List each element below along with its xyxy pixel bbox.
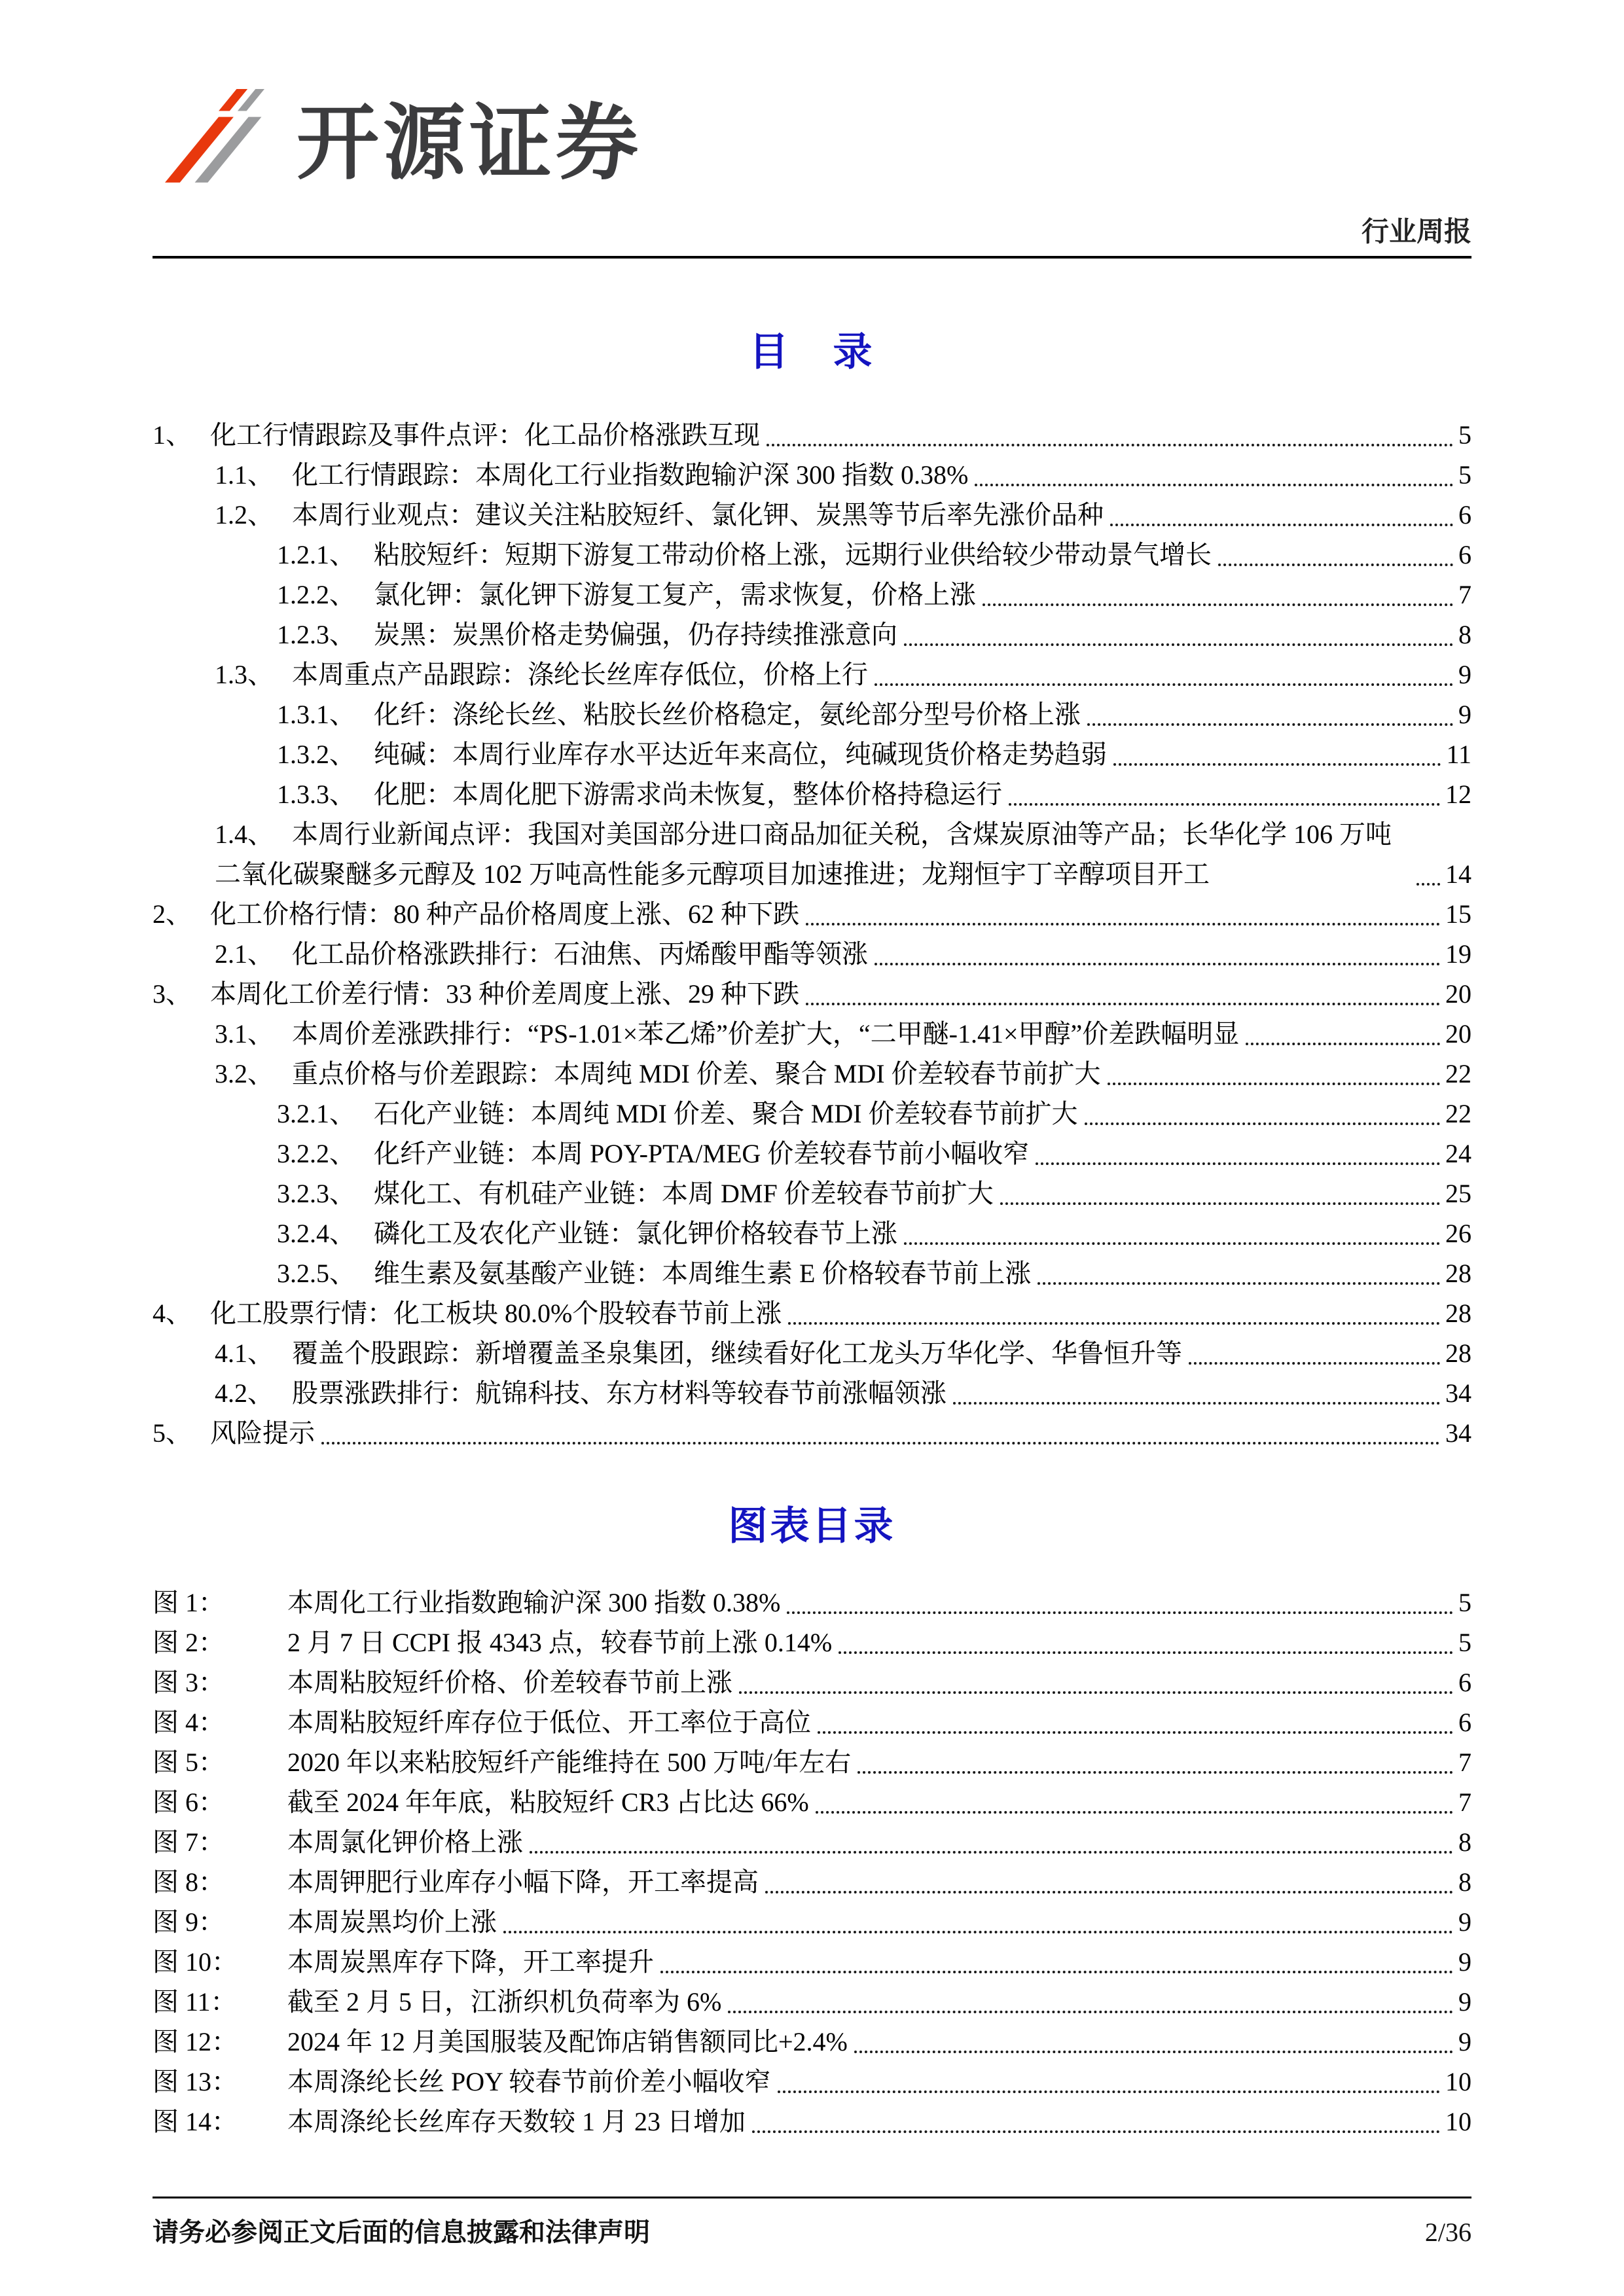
toc-entry-number: 1、 (153, 420, 192, 450)
toc-entry[interactable] (153, 814, 1471, 894)
toc-entry-page: 12 (1445, 780, 1471, 809)
toc-entry-number: 4.1、 (215, 1338, 274, 1368)
toc-entry-page: 14 (1445, 859, 1471, 889)
figure-entry-title: 本周化工行业指数跑输沪深 300 指数 0.38% (287, 1588, 781, 1617)
toc-entry-text (277, 1174, 994, 1213)
figure-entry-number: 图 13： (153, 2067, 238, 2096)
figure-entry-page: 5 (1458, 1628, 1471, 1657)
toc-entry-text (215, 814, 1410, 894)
toc-entry[interactable] (153, 1253, 1471, 1293)
toc-entry-page: 9 (1458, 660, 1471, 689)
toc-entry-page: 11 (1446, 740, 1471, 769)
figure-entry-title: 截至 2024 年年底，粘胶短纤 CR3 占比达 66% (287, 1787, 809, 1817)
page-footer (153, 2197, 1471, 2249)
dot-leader (767, 444, 1453, 446)
toc-entry[interactable] (153, 1413, 1471, 1453)
toc-entry-page: 7 (1458, 580, 1471, 609)
figure-entry[interactable] (153, 1742, 1471, 1782)
toc-entry-page: 9 (1458, 700, 1471, 729)
toc-entry[interactable] (153, 1094, 1471, 1134)
dot-leader (818, 1731, 1453, 1734)
figure-entry-title: 2 月 7 日 CCPI 报 4343 点，较春节前上涨 0.14% (287, 1628, 833, 1657)
toc-entry-text (277, 1253, 1031, 1293)
dot-leader (1085, 1122, 1440, 1125)
toc-entry-number: 1.2.3、 (277, 620, 355, 649)
figure-entry-page: 9 (1458, 1947, 1471, 1977)
toc-entry-page: 5 (1458, 460, 1471, 490)
dot-leader (857, 1771, 1453, 1774)
toc-entry-text (215, 655, 868, 694)
toc-entry[interactable] (153, 455, 1471, 495)
figure-entry-number: 图 12： (153, 2027, 238, 2056)
figure-entry[interactable] (153, 1702, 1471, 1742)
dot-leader (530, 1851, 1453, 1854)
dot-leader (806, 1003, 1440, 1005)
figure-entry-number: 图 8： (153, 1867, 225, 1897)
toc-entry[interactable] (153, 734, 1471, 774)
toc-entry-number: 3.2.2、 (277, 1139, 355, 1168)
toc-entry-page: 15 (1445, 899, 1471, 929)
toc-entry-title: 石化产业链：本周纯 MDI 价差、聚合 MDI 价差较春节前扩大 (374, 1099, 1078, 1128)
toc-entry-title: 煤化工、有机硅产业链：本周 DMF 价差较春节前扩大 (374, 1179, 994, 1208)
figure-entry-page: 8 (1458, 1827, 1471, 1857)
toc-entry-title: 本周化工价差行情：33 种价差周度上涨、29 种下跌 (210, 979, 799, 1009)
toc-entry-page: 25 (1445, 1179, 1471, 1208)
figure-entry-page: 7 (1458, 1748, 1471, 1777)
figure-entry-title: 2024 年 12 月美国服装及配饰店销售额同比+2.4% (287, 2027, 848, 2056)
dot-leader (806, 923, 1440, 925)
toc-entry-title: 化工价格行情：80 种产品价格周度上涨、62 种下跌 (210, 899, 799, 929)
toc-entry[interactable] (153, 694, 1471, 734)
dot-leader (875, 683, 1453, 686)
figure-entry-title: 本周粘胶短纤价格、价差较春节前上涨 (287, 1668, 732, 1697)
toc-entry-text (153, 1293, 782, 1333)
dot-leader (1000, 1202, 1440, 1205)
dot-leader (739, 1691, 1453, 1694)
figure-entry-number: 图 5： (153, 1748, 225, 1777)
figure-entry-text (153, 2022, 848, 2062)
dot-leader (1113, 763, 1441, 766)
toc-entry[interactable] (153, 974, 1471, 1014)
dot-leader (503, 1931, 1453, 1933)
toc-entry-page: 6 (1458, 540, 1471, 569)
toc-entry-title: 化纤：涤纶长丝、粘胶长丝价格稳定，氨纶部分型号价格上涨 (374, 700, 1081, 729)
toc-entry-title: 化工行情跟踪及事件点评：化工品价格涨跌互现 (210, 420, 760, 450)
toc-entry[interactable] (153, 1293, 1471, 1333)
figure-entry-text (153, 2062, 771, 2102)
figure-entry-number: 图 6： (153, 1787, 225, 1817)
toc-entry-number: 1.3、 (215, 660, 274, 689)
toc-entry-title: 炭黑：炭黑价格走势偏强，仍存持续推涨意向 (374, 620, 897, 649)
toc-entry[interactable] (153, 1054, 1471, 1094)
toc-entry[interactable] (153, 575, 1471, 615)
figure-entry[interactable] (153, 1583, 1471, 1623)
toc-entry[interactable] (153, 615, 1471, 655)
toc-entry-text (277, 535, 1212, 575)
figure-entry[interactable] (153, 1822, 1471, 1862)
toc-entry-number: 1.2、 (215, 500, 274, 529)
toc-entry-text (277, 694, 1081, 734)
figure-entry-text (153, 2102, 746, 2142)
dot-leader (1009, 803, 1440, 806)
toc-entry[interactable] (153, 415, 1471, 455)
figure-entry[interactable] (153, 1942, 1471, 1982)
toc-entry-number: 4、 (153, 1299, 192, 1328)
dot-leader (1110, 524, 1453, 526)
dot-leader (765, 1891, 1453, 1893)
figure-entry-text (153, 1982, 721, 2022)
toc-entry-title: 化工行情跟踪：本周化工行业指数跑输沪深 300 指数 0.38% (292, 460, 969, 490)
toc-entry-number: 3.2.3、 (277, 1179, 355, 1208)
toc-entry[interactable] (153, 1134, 1471, 1174)
toc-entry-text (153, 974, 799, 1014)
toc-entry-title: 覆盖个股跟踪：新增覆盖圣泉集团，继续看好化工龙头万华化学、华鲁恒升等 (292, 1338, 1182, 1368)
toc-entry[interactable] (153, 1174, 1471, 1213)
toc-entry-number: 1.3.3、 (277, 780, 355, 809)
dot-leader (816, 1811, 1453, 1814)
footer-page-number: 2/36 (1424, 2217, 1471, 2247)
toc-entry-text (215, 1333, 1182, 1373)
figure-entry-title: 本周氯化钾价格上涨 (287, 1827, 523, 1857)
figure-entry-page: 8 (1458, 1867, 1471, 1897)
figure-entry[interactable] (153, 2102, 1471, 2142)
toc-entry-title: 本周行业新闻点评：我国对美国部分进口商品加征关税，含煤炭原油等产品；长华化学 106 万吨二氧化碳聚醚多元醇及 102 万吨高性能多元醇项目加速推进；龙翔恒宇丁辛醇项目开工 (215, 819, 1392, 889)
figure-entry-text (153, 1782, 809, 1822)
dot-leader (975, 484, 1453, 486)
figure-entry-number: 图 3： (153, 1668, 225, 1697)
toc-entry-text (153, 415, 760, 455)
toc-entry-text (215, 1014, 1239, 1054)
dot-leader (1108, 1083, 1440, 1085)
figure-entry-number: 图 2： (153, 1628, 225, 1657)
figure-entry-text (153, 1583, 780, 1623)
toc-entry-title: 粘胶短纤：短期下游复工带动价格上涨，远期行业供给较少带动景气增长 (374, 540, 1212, 569)
figure-entry-title: 2020 年以来粘胶短纤产能维持在 500 万吨/年左右 (287, 1748, 852, 1777)
dot-leader (1416, 883, 1440, 886)
toc-entry-text (215, 1373, 947, 1413)
toc-list (153, 415, 1471, 1453)
toc-entry[interactable] (153, 1014, 1471, 1054)
dot-leader (983, 603, 1453, 606)
report-type-label: 行业周报 (1361, 217, 1471, 247)
toc-entry-title: 化肥：本周化肥下游需求尚未恢复，整体价格持稳运行 (374, 780, 1002, 809)
toc-entry-page: 22 (1445, 1059, 1471, 1088)
figures-list (153, 1583, 1471, 2142)
dot-leader (787, 1611, 1453, 1614)
toc-entry-text (277, 1094, 1078, 1134)
dot-leader (904, 643, 1453, 646)
toc-entry-title: 股票涨跌排行：航锦科技、东方材料等较春节前涨幅领涨 (292, 1378, 947, 1408)
figure-entry[interactable] (153, 1662, 1471, 1702)
dot-leader (854, 2051, 1453, 2053)
figure-entry-number: 图 10： (153, 1947, 238, 1977)
figure-entry-title: 本周钾肥行业库存小幅下降，开工率提高 (287, 1867, 759, 1897)
toc-entry-page: 24 (1445, 1139, 1471, 1168)
toc-entry-title: 化工股票行情：化工板块 80.0%个股较春节前上涨 (210, 1299, 782, 1328)
toc-entry-text (277, 774, 1002, 814)
toc-entry[interactable] (153, 1373, 1471, 1413)
toc-entry-text (215, 455, 968, 495)
figure-entry-text (153, 1742, 851, 1782)
toc-entry-number: 3.2.5、 (277, 1259, 355, 1288)
toc-entry-page: 34 (1445, 1378, 1471, 1408)
toc-entry[interactable] (153, 495, 1471, 535)
toc-entry-number: 1.4、 (215, 819, 274, 849)
toc-entry-number: 3.1、 (215, 1019, 274, 1049)
toc-entry-title: 本周重点产品跟踪：涤纶长丝库存低位，价格上行 (292, 660, 868, 689)
dot-leader (875, 963, 1440, 965)
figure-entry-title: 本周涤纶长丝 POY 较春节前价差小幅收窄 (287, 2067, 771, 2096)
page-header (153, 0, 1471, 259)
toc-entry[interactable] (153, 535, 1471, 575)
dot-leader (1036, 1162, 1440, 1165)
toc-entry-title: 重点价格与价差跟踪：本周纯 MDI 价差、聚合 MDI 价差较春节前扩大 (292, 1059, 1101, 1088)
figure-entry-page: 9 (1458, 1987, 1471, 2017)
toc-entry-text (215, 1054, 1101, 1094)
dot-leader (1087, 723, 1453, 726)
toc-entry[interactable] (153, 655, 1471, 694)
figure-entry-title: 本周涤纶长丝库存天数较 1 月 23 日增加 (287, 2107, 746, 2136)
toc-entry-page: 34 (1445, 1418, 1471, 1448)
figure-entry-number: 图 4： (153, 1708, 225, 1737)
toc-entry-number: 1.2.2、 (277, 580, 355, 609)
dot-leader (728, 2011, 1453, 2013)
figures-title: 图表目录 (728, 1505, 896, 1548)
figure-entry-page: 9 (1458, 2027, 1471, 2056)
brand-logo (153, 77, 1471, 196)
figure-entry[interactable] (153, 1982, 1471, 2022)
toc-entry-number: 1.2.1、 (277, 540, 355, 569)
toc-entry-page: 19 (1445, 939, 1471, 969)
figure-entry-number: 图 1： (153, 1588, 225, 1617)
toc-entry-title: 维生素及氨基酸产业链：本周维生素 E 价格较春节前上涨 (374, 1259, 1032, 1288)
toc-entry-text (215, 934, 868, 974)
toc-entry-page: 28 (1445, 1259, 1471, 1288)
toc-entry-number: 3.2、 (215, 1059, 274, 1088)
dot-leader (953, 1402, 1440, 1405)
toc-entry-text (277, 734, 1107, 774)
toc-entry[interactable] (153, 1333, 1471, 1373)
toc-entry-number: 2、 (153, 899, 192, 929)
dot-leader (1246, 1043, 1440, 1045)
figure-entry-title: 本周炭黑均价上涨 (287, 1907, 497, 1937)
toc-entry-number: 1.3.2、 (277, 740, 355, 769)
figure-entry-number: 图 7： (153, 1827, 225, 1857)
figure-entry[interactable] (153, 1782, 1471, 1822)
toc-entry[interactable] (153, 894, 1471, 934)
toc-entry-page: 28 (1445, 1299, 1471, 1328)
toc-entry-number: 4.2、 (215, 1378, 274, 1408)
dot-leader (660, 1971, 1453, 1973)
figure-entry[interactable] (153, 2022, 1471, 2062)
brand-name: 开源证券 (297, 99, 642, 190)
figure-entry[interactable] (153, 1862, 1471, 1902)
figure-entry-page: 10 (1445, 2107, 1471, 2136)
figure-entry-page: 7 (1458, 1787, 1471, 1817)
figure-entry-text (153, 1623, 832, 1662)
figure-entry-title: 截至 2 月 5 日，江浙织机负荷率为 6% (287, 1987, 722, 2017)
toc-entry-title: 风险提示 (210, 1418, 315, 1448)
figure-entry-page: 6 (1458, 1668, 1471, 1697)
toc-entry-title: 纯碱：本周行业库存水平达近年来高位，纯碱现货价格走势趋弱 (374, 740, 1107, 769)
toc-entry-number: 3.2.1、 (277, 1099, 355, 1128)
figure-entry-page: 10 (1445, 2067, 1471, 2096)
toc-entry[interactable] (153, 774, 1471, 814)
toc-title: 目 录 (749, 331, 875, 374)
toc-entry-number: 1.3.1、 (277, 700, 355, 729)
toc-entry-text (153, 1413, 315, 1453)
toc-entry-number: 3、 (153, 979, 192, 1009)
dot-leader (1218, 564, 1453, 566)
dot-leader (1189, 1362, 1440, 1365)
figure-entry-text (153, 1822, 523, 1862)
toc-entry-number: 5、 (153, 1418, 192, 1448)
toc-entry-title: 化纤产业链：本周 POY-PTA/MEG 价差较春节前小幅收窄 (374, 1139, 1030, 1168)
dot-leader (752, 2130, 1440, 2133)
dot-leader (904, 1242, 1440, 1245)
dot-leader (839, 1651, 1453, 1654)
figure-entry[interactable] (153, 1623, 1471, 1662)
toc-entry-title: 本周行业观点：建议关注粘胶短纤、氯化钾、炭黑等节后率先涨价品种 (292, 500, 1104, 529)
toc-entry-page: 5 (1458, 420, 1471, 450)
figure-entry-page: 9 (1458, 1907, 1471, 1937)
figure-entry[interactable] (153, 2062, 1471, 2102)
figure-entry-number: 图 9： (153, 1907, 225, 1937)
figure-entry-number: 图 11： (153, 1987, 237, 2017)
toc-entry[interactable] (153, 934, 1471, 974)
figure-entry-number: 图 14： (153, 2107, 238, 2136)
brand-slash-icon (153, 87, 277, 187)
toc-entry-number: 1.1、 (215, 460, 274, 490)
figure-entry-page: 6 (1458, 1708, 1471, 1737)
figure-entry-title: 本周炭黑库存下降，开工率提升 (287, 1947, 654, 1977)
toc-entry-text (277, 575, 976, 615)
toc-entry-text (277, 1134, 1029, 1174)
toc-entry-text (277, 1213, 897, 1253)
toc-entry-page: 20 (1445, 1019, 1471, 1049)
toc-entry-page: 26 (1445, 1219, 1471, 1248)
toc-entry-number: 3.2.4、 (277, 1219, 355, 1248)
figure-entry-page: 5 (1458, 1588, 1471, 1617)
toc-entry-title: 本周价差涨跌排行：“PS-1.01×苯乙烯”价差扩大，“二甲醚-1.41×甲醇”价差跌幅明显 (292, 1019, 1240, 1049)
figure-entry-text (153, 1862, 759, 1902)
toc-entry-text (153, 894, 799, 934)
figure-entry-text (153, 1942, 654, 1982)
toc-entry-page: 20 (1445, 979, 1471, 1009)
figure-entry-text (153, 1702, 811, 1742)
toc-entry-number: 2.1、 (215, 939, 274, 969)
dot-leader (321, 1442, 1440, 1444)
toc-entry-text (215, 495, 1104, 535)
figure-entry-text (153, 1662, 732, 1702)
dot-leader (788, 1322, 1440, 1325)
dot-leader (778, 2090, 1440, 2093)
toc-entry-page: 6 (1458, 500, 1471, 529)
toc-entry-page: 28 (1445, 1338, 1471, 1368)
figure-entry[interactable] (153, 1902, 1471, 1942)
toc-entry[interactable] (153, 1213, 1471, 1253)
toc-entry-title: 氯化钾：氯化钾下游复工复产，需求恢复，价格上涨 (374, 580, 976, 609)
figure-entry-title: 本周粘胶短纤库存位于低位、开工率位于高位 (287, 1708, 811, 1737)
toc-entry-page: 22 (1445, 1099, 1471, 1128)
toc-entry-page: 8 (1458, 620, 1471, 649)
figure-entry-text (153, 1902, 497, 1942)
dot-leader (1038, 1282, 1440, 1285)
toc-entry-title: 化工品价格涨跌排行：石油焦、丙烯酸甲酯等领涨 (292, 939, 868, 969)
toc-entry-title: 磷化工及农化产业链：氯化钾价格较春节上涨 (374, 1219, 897, 1248)
footer-disclaimer: 请务必参阅正文后面的信息披露和法律声明 (153, 2217, 650, 2247)
toc-entry-text (277, 615, 897, 655)
